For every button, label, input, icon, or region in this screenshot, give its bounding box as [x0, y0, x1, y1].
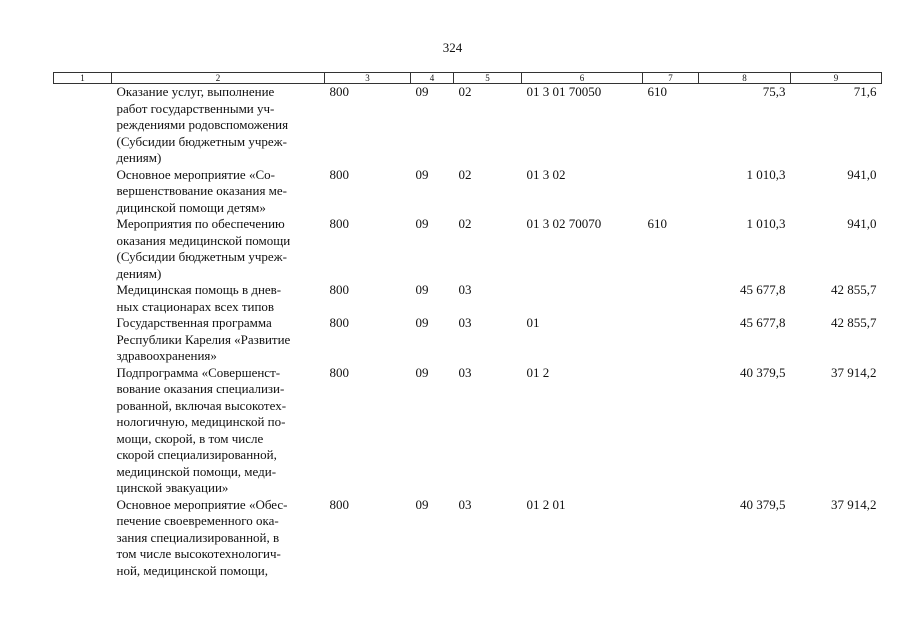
cell-amount-actual: 941,0	[847, 166, 877, 182]
cell-description	[112, 365, 325, 497]
description-line: Подпрограмма «Совершенст-	[116, 364, 281, 380]
table-row	[54, 497, 882, 580]
cell-section: 09	[415, 216, 429, 231]
cell-subsection: 03	[458, 282, 472, 297]
description-line: нологичную, медицинской по-	[116, 414, 286, 429]
header-col-6: 6	[522, 73, 643, 84]
table-row	[54, 282, 882, 315]
cell-col-1	[54, 282, 112, 315]
cell-col-1	[54, 84, 112, 167]
description-line: оказания медицинской помощи	[116, 232, 291, 248]
description-line: Основное мероприятие «Со-	[116, 166, 275, 182]
cell-subsection: 03	[458, 496, 472, 512]
cell-col-1	[54, 365, 112, 497]
cell-target-article: 01 3 01 70050	[526, 84, 602, 99]
table-row	[54, 84, 882, 167]
cell-col-1	[54, 167, 112, 217]
cell-target-article: 01 2	[526, 364, 550, 380]
cell-amount-actual: 37 914,2	[831, 496, 877, 512]
description-line: печение своевременного ока-	[116, 513, 279, 528]
cell-admin-code: 800	[329, 315, 349, 330]
cell-admin-code: 800	[329, 84, 349, 99]
cell-admin-code: 800	[329, 216, 349, 231]
header-col-3: 3	[325, 73, 411, 84]
cell-amount-actual: 941,0	[847, 216, 877, 231]
cell-amount-actual: 71,6	[853, 84, 877, 99]
cell-target-article: 01	[526, 315, 540, 330]
cell-amount-plan: 45 677,8	[740, 282, 786, 297]
description-line: здравоохранения»	[116, 348, 217, 363]
table-header	[54, 73, 882, 84]
description-line: (Субсидии бюджетным учреж-	[116, 133, 287, 149]
cell-subsection: 03	[458, 364, 472, 380]
cell-subsection: 02	[458, 216, 472, 231]
cell-description	[112, 315, 325, 365]
cell-expense-type: 610	[647, 216, 667, 231]
header-col-2: 2	[112, 73, 325, 84]
cell-subsection: 02	[458, 84, 472, 99]
table-body	[54, 84, 882, 580]
cell-expense-type	[643, 282, 699, 315]
cell-col-1	[54, 497, 112, 580]
budget-table	[53, 72, 882, 579]
cell-admin-code: 800	[329, 496, 349, 512]
table-row	[54, 216, 882, 282]
cell-description	[112, 216, 325, 282]
cell-section: 09	[415, 315, 429, 330]
description-line: реждениями родовспоможения	[116, 117, 289, 132]
description-line: ных стационарах всех типов	[116, 298, 275, 314]
description-line: Государственная программа	[116, 315, 272, 330]
description-line: медицинской помощи, меди-	[116, 463, 277, 479]
page-number: 324	[442, 40, 463, 55]
cell-amount-plan: 1 010,3	[746, 216, 786, 231]
description-line: Оказание услуг, выполнение	[116, 84, 275, 99]
description-line: дениям)	[116, 265, 162, 281]
description-line: мощи, скорой, в том числе	[116, 430, 264, 446]
cell-admin-code: 800	[329, 364, 349, 380]
description-line: вершенствование оказания ме-	[116, 183, 288, 198]
cell-subsection: 02	[458, 166, 472, 182]
cell-section: 09	[415, 282, 429, 297]
cell-col-1	[54, 216, 112, 282]
cell-target-article	[522, 282, 643, 315]
cell-amount-plan: 40 379,5	[740, 496, 786, 512]
description-line: рованной, включая высокотех-	[116, 397, 287, 413]
description-line: Медицинская помощь в днев-	[116, 282, 282, 297]
cell-col-1	[54, 315, 112, 365]
cell-expense-type	[643, 315, 699, 365]
description-line: зания специализированной, в	[116, 529, 280, 545]
cell-admin-code: 800	[329, 166, 349, 182]
cell-section: 09	[415, 364, 429, 380]
header-col-9: 9	[791, 73, 882, 84]
cell-description	[112, 84, 325, 167]
cell-subsection: 03	[458, 315, 472, 330]
description-line: скорой специализированной,	[116, 447, 277, 462]
cell-amount-plan: 75,3	[762, 84, 786, 99]
description-line: том числе высокотехнологич-	[116, 546, 281, 561]
table-row	[54, 167, 882, 217]
cell-admin-code: 800	[329, 282, 349, 297]
header-col-7: 7	[643, 73, 699, 84]
header-row	[54, 73, 882, 84]
cell-expense-type	[643, 167, 699, 217]
description-line: (Субсидии бюджетным учреж-	[116, 249, 287, 264]
description-line: Мероприятия по обеспечению	[116, 216, 285, 231]
cell-expense-type	[643, 365, 699, 497]
cell-amount-actual: 42 855,7	[831, 282, 877, 297]
cell-amount-actual: 37 914,2	[831, 364, 877, 380]
cell-amount-actual: 42 855,7	[831, 315, 877, 330]
cell-target-article: 01 2 01	[526, 496, 566, 512]
cell-expense-type	[643, 497, 699, 580]
cell-section: 09	[415, 496, 429, 512]
cell-expense-type: 610	[647, 84, 667, 99]
description-line: работ государственными уч-	[116, 100, 275, 116]
cell-description	[112, 167, 325, 217]
description-line: Республики Карелия «Развитие	[116, 331, 291, 347]
cell-description	[112, 282, 325, 315]
table-row	[54, 365, 882, 497]
header-col-4: 4	[411, 73, 454, 84]
cell-target-article: 01 3 02	[526, 166, 566, 182]
description-line: дениям)	[116, 150, 162, 165]
cell-amount-plan: 1 010,3	[746, 166, 786, 182]
description-line: Основное мероприятие «Обес-	[116, 496, 288, 512]
cell-amount-plan: 40 379,5	[740, 364, 786, 380]
header-col-5: 5	[454, 73, 522, 84]
cell-section: 09	[415, 84, 429, 99]
cell-section: 09	[415, 166, 429, 182]
cell-description	[112, 497, 325, 580]
description-line: ной, медицинской помощи,	[116, 562, 268, 578]
description-line: вование оказания специализи-	[116, 381, 285, 396]
description-line: цинской эвакуации»	[116, 480, 229, 495]
table-row	[54, 315, 882, 365]
description-line: дицинской помощи детям»	[116, 199, 266, 215]
cell-amount-plan: 45 677,8	[740, 315, 786, 330]
header-col-8: 8	[699, 73, 791, 84]
header-col-1: 1	[54, 73, 112, 84]
cell-target-article: 01 3 02 70070	[526, 216, 602, 231]
